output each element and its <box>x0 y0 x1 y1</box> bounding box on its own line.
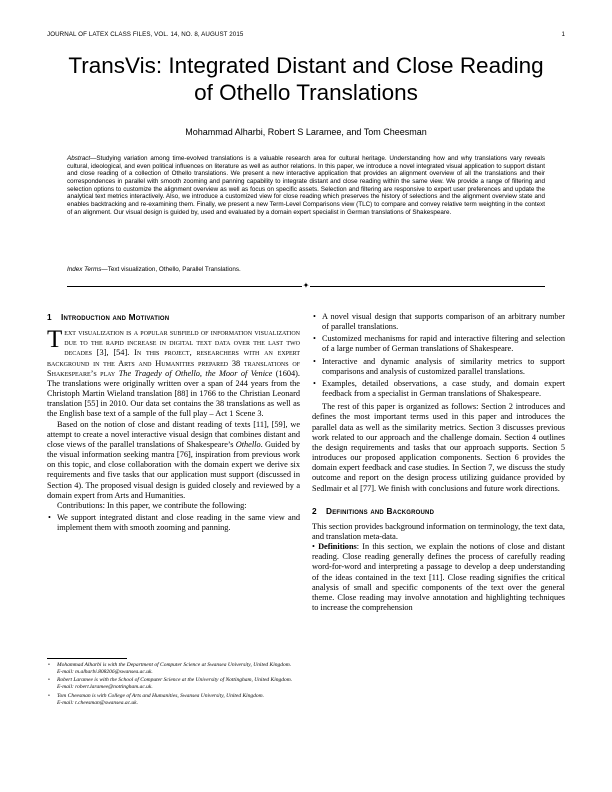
section-2-intro: This section provides background information on terminology, the text data, and translation meta-data. <box>312 521 565 541</box>
definitions-label: Definitions <box>318 542 357 552</box>
section-2-number: 2 <box>312 505 317 516</box>
definitions-paragraph: • Definitions: In this section, we explain the notions of close and distant reading. Close reading generally defines the process of carefully reading word-for-word and interpreting a passage to develop a deep understanding of the ideas contained in the text [11]. Close reading signifies the critical analysis of small and specific components of the text over the general theme. Close reading may involve annotation and highlighting techniques to increase the comprehension <box>312 542 565 613</box>
title-line-2: of Othello Translations <box>194 80 418 105</box>
drop-cap: T <box>47 326 63 354</box>
intro-p1-end: (1604). The translations were originally written over a span of 244 years from the Christoph Martin Wieland translation [88] in 1766 to the Christian Leonard translation [55] in 2010. Our data set contains the 38 translations as well as the English base text of a sample of the full play – Act 1 Scene 3. <box>47 368 300 419</box>
intro-p1-play-title: The Tragedy of Othello, the Moor of Venice <box>118 368 273 378</box>
footnote-affiliation: • Mohammad Alharbi is with the Department of Computer Science at Swansea University, United Kingdom. <box>57 662 292 668</box>
abstract-label: Abstract <box>67 155 91 162</box>
index-terms-label: Index Terms <box>67 266 102 273</box>
footnote-email: E-mail: robert.laramee@nottingham.ac.uk. <box>57 684 153 691</box>
footnote-item <box>47 677 300 690</box>
contribution-item: • Interactive and dynamic analysis of similarity metrics to support comparisons and analysis of customized parallel translations. <box>312 357 565 377</box>
intro-p2-end: . Guided by the visual information seeking mantra [76], inspiration from previous work on this topic, and close collaboration with the domain expert we derive six requirements and five tasks that our application must support (discussed in Section 4). The proposed visual design is guided closely and reviewed by a domain expert from Arts and Humanities. <box>47 439 300 500</box>
definitions-text: : In this section, we explain the notions of close and distant reading. Close reading generally defines the process of carefully reading word-for-word and interpreting a passage to develop a deep understanding of the ideas contained in the text [11]. Close reading signifies the critical analysis of small and specific components of the text over the general theme. Close reading may involve annotation and highlighting techniques to increase the comprehension <box>312 542 565 613</box>
section-1-heading <box>47 312 300 322</box>
organization-paragraph: The rest of this paper is organized as follows: Section 2 introduces and defines the most important terms used in this paper and introduces the parallel data as well as the similarity metrics. Section 3 discusses previous work related to our approach and the challenge domain. Section 4 outlines the design requirements and tasks that our approach supports. Section 5 introduces our proposed application components. Section 6 provides the domain expert feedback and case studies. In Section 7, we discuss the study outcome and report on the design process utilizing guidance provided by Sedlmair et al [77]. We finish with conclusions and future work directions. <box>312 402 565 493</box>
contributions-list-left <box>47 513 300 533</box>
contributions-intro: Contributions: In this paper, we contribute the following: <box>57 500 247 510</box>
footnote-item <box>47 693 300 706</box>
footnote-affiliation: • Robert Laramee is with the School of Computer Science at the University of Nottingham, United Kingdom. <box>57 677 293 684</box>
footnote-email: E-mail: t.cheesman@swansea.ac.uk. <box>57 699 138 706</box>
author-list: Mohammad Alharbi, Robert S Laramee, and Tom Cheesman <box>185 127 427 137</box>
abstract <box>67 155 545 216</box>
section-1-number: 1 <box>47 312 52 322</box>
intro-paragraph-1 <box>47 328 300 419</box>
diamond-ornament-icon: ✦ <box>302 281 310 290</box>
paper-title <box>40 52 572 106</box>
contribution-item: • We support integrated distant and close reading in the same view and implement them with smooth zooming and panning. <box>47 513 300 533</box>
intro-p1-text: ext visualization is a popular subfield of information visualization due to the rapid increase in digital text data over the last two decades [3], [54]. In this project, researchers with an expert background in the Arts and Humanities prepared 38 translations of Shakespeare’s play <box>47 328 300 378</box>
intro-p2-text: Based on the notion of close and distant reading of texts [11], [59], we attempt to create a novel interactive visual design that combines distant and close views of the parallel translations of Shakespeare’s <box>47 419 300 449</box>
contribution-item: • Customized mechanisms for rapid and interactive filtering and selection of a large number of German translations of Shakespeare. <box>312 334 565 354</box>
section-1-title: Introduction and Motivation <box>61 312 170 322</box>
footnote-email: E-mail: m.alharbi.808206@swansea.ac.uk. <box>57 668 153 675</box>
section-2-title: Definitions and Background <box>326 505 435 516</box>
intro-paragraph-2 <box>47 420 300 501</box>
right-column <box>312 312 565 613</box>
contribution-item: • A novel visual design that supports comparison of an arbitrary number of parallel translations. <box>312 312 565 332</box>
page-number: 1 <box>561 31 565 38</box>
contribution-item: • Examples, detailed observations, a case study, and domain expert feedback from a specialist in German translations of Shakespeare. <box>312 379 565 399</box>
contributions-list-right <box>312 312 565 399</box>
running-header <box>47 31 565 41</box>
index-terms-text: —Text visualization, Othello, Parallel Translations. <box>101 266 241 273</box>
title-line-1: TransVis: Integrated Distant and Close Reading <box>68 53 544 78</box>
footnote-rule <box>47 658 127 659</box>
journal-name: JOURNAL OF LATEX CLASS FILES, VOL. 14, NO. 8, AUGUST 2015 <box>47 31 244 38</box>
footnote-affiliation: • Tom Cheesman is with College of Arts and Humanities, Swansea University, United Kingdom. <box>57 692 265 699</box>
index-terms <box>67 266 545 274</box>
footnote-item <box>47 662 300 675</box>
left-column <box>47 312 300 536</box>
intro-p2-italic: Othello <box>235 439 261 449</box>
author-footnotes <box>47 662 300 708</box>
section-2-heading <box>312 506 565 516</box>
abstract-text: —Studying variation among time-evolved translations is a valuable research area for cultural heritage. Understanding how and why translations vary reveals cultural, ideological, and even political influences on literature as well as author relations. In this paper, we introduce a novel integrated visual application to support distant and close reading of a collection of Othello translations. We present a new interactive application that provides an alignment overview of all the translations and their correspondences in parallel with smooth zooming and panning capability to integrate distant and close reading within the same view. We provide a range of filtering and selection options to customize the alignment overview as well as focus on specific assets. Selection and filtering are responsive to expert user preferences and update the analytical text metrics interactively. Also, we introduce a customized view for close reading which preserves the history of selections and the alignment overview state and enables backtracking and re-examining them. Finally, we present a new Term-Level Comparisons view (TLC) to compare and convey relative term weighting in the context of an alignment. Our visual design is guided by, used and evaluated by a domain expert specialist in German translations of Shakespeare. <box>67 155 545 216</box>
